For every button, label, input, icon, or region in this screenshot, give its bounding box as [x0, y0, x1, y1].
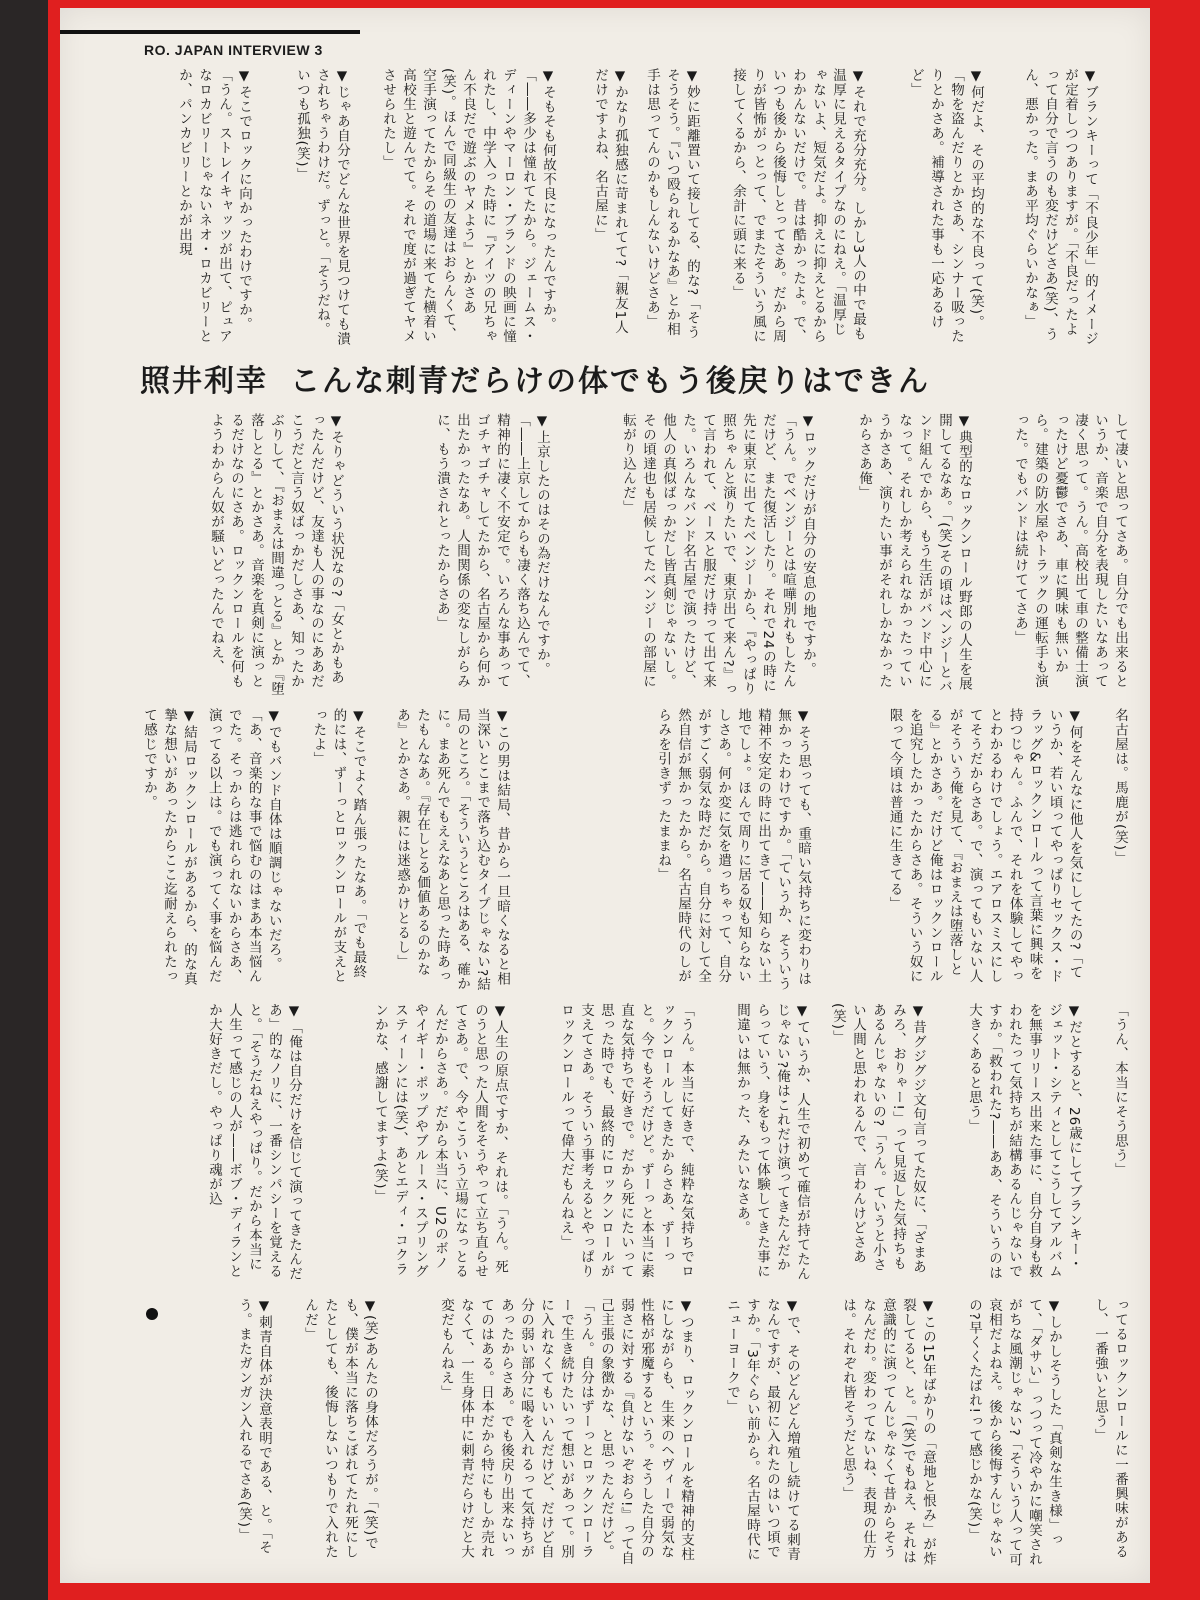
- text-column: 「うん、本当にそう思う」: [1112, 1003, 1128, 1177]
- text-column: ▼そこでロックに向かったわけですか。「うん。ストレイキャッツが出て、ピュアなロカビリーじゃないネオ・ロカビリーとか、パンカビリーとかが出現: [176, 68, 252, 344]
- text-column: ▼(笑)あんたの身体だろうが。「(笑)でも、僕が本当に落ちこぼれてたれ死にしたとしても、後悔しないつもりで入れたんだ」: [302, 1298, 378, 1559]
- text-column: ▼人生の原点ですか、それは。「うん。死のうと思った人間をそうやって立ち直らせてさあ。で、今やこういう立場になっとるんだからさあ。だから本当に、U2のボノやイギー・ポップやブルース・スプリングスティーンには(笑)、あとエディ・コクランかな、感謝してますよ(笑)」: [372, 1003, 508, 1279]
- text-tier-5: [140, 1298, 1130, 1568]
- text-column: ▼この男は結局、昔から一旦暗くなると相当深いとこまで落ち込むタイプじゃない?結局のところ。「そういうところはある、確かに。まあ死んでもええなあと思った時あったもんなあ。『存在しとる価値あるのかなあ』とかさあ。親には迷惑かけとるし」: [394, 708, 511, 992]
- text-column: ▼それで充分充分。しかし3人の中で最も温厚に見えるタイプなのにねえ。「温厚じゃないよ、短気だよ。抑えに抑えとるからわかんないだけで。昔は酷かったよ。で、いつも後から後悔しとってさあ。だから周りが皆怖がっとって、でまたそういう風に接してくるから、余計に頭に来る」: [730, 68, 866, 344]
- text-column: 「うん。本当に好きで、純粋な気持ちでロックンロールしてきたからさあ、ずーっと。今でもそうだけど。ずーっと本当に素直な気持ちで好きで。だから死にたいって思った時でも、最終的にロックンロールが支えてさあ。そういう事考えるとやっぱりロックンロールって偉大だもんねえ」: [558, 1003, 694, 1279]
- text-column: ▼昔グジグジ文句言ってた奴に、「ざまあみろ、おりゃー!」って見返した気持ちもあるんじゃないの?「うん。ていうと小さい人間と思われるんで、言わんけどさあ(笑)」: [830, 1003, 926, 1275]
- text-tier-4: [140, 1003, 1130, 1283]
- text-column: ▼「俺は自分だけを信じて演ってきたんだあ」的なノリに、一番シンパシーを覚えると。「そうだねえやっぱり。だから本当に人生って感じの人が――ボブ・ディランとか大好きだし。やっぱり魂が込: [206, 1003, 302, 1281]
- interview-headline: [140, 356, 1130, 399]
- text-column: ▼そう思っても、重暗い気持ちに変わりは無かったわけですか。「ていうか、そういう精神不安定の時に出てきて――知らない土地でしょ。ほんで周りに居る奴も知らないしさあ。何か変に気を遣っちゃって、自分がすごく弱気な時だから。自分に対して全然自信が無かったから。名古屋時代のしがらみを引きずったままね」: [655, 708, 812, 992]
- text-tier-3: [140, 708, 1130, 993]
- text-column: ▼で、そのどんどん増殖し続けてる刺青なんですが、最初に入れたのはいつ頃ですか。「3年ぐらい前から。名古屋時代にニューヨークで」: [724, 1298, 800, 1562]
- text-column: ▼何をそんなに他人を気にしてたの?「ていうか、若い頃ってやっぱりセックス・ドラッグ&ロックンロールって言葉に興味を持つじゃん。ふんで、それを体験してやっとわかるわけでしょう。エアロスミスにしてそうだからさあ。で、演ってもいない人がそういう俺を見て、『おまえは堕落しとる』とかさあ。だけど俺はロックンロールを追究したかったからさあ。そういう奴に限って今頃は普通に生きてる」: [886, 708, 1083, 984]
- text-column: ▼上京したのはその為だけなんですか。「――上京してからも凄く落ち込んでて、精神的に凄く不安定で。いろんな事あってゴチャゴチャしてたから、名古屋から何か出たかったなあ。人間関係の変なしがらみに、もう潰されとったからさあ」: [434, 413, 550, 689]
- magazine-page: [60, 8, 1150, 1583]
- text-column: 名古屋は。馬鹿が(笑)」: [1112, 708, 1128, 866]
- text-column: ▼何だよ、その平均的な不良って(笑)。「物を盗んだりとかさあ、シンナー吸ったりとかさあ。補導された事も一応あるけど」: [908, 68, 984, 344]
- text-tier-2: [140, 413, 1130, 698]
- text-column: ▼かなり孤独感に苛まれてて?「親友1人だけですよね、名古屋に」: [592, 68, 628, 335]
- text-column: ▼この15年ばかりの「意地と恨み」が炸裂してると、と。「(笑)でもねえ、それは意識的に演ってんじゃなくて昔からそうなんだわ。変わってないね、表現の仕方は。それぞれ皆そうだと思う」: [840, 1298, 936, 1567]
- headline-quote: こんな刺青だらけの体でもう後戻りはできん: [290, 364, 930, 399]
- headline-name: 照井利幸: [140, 364, 268, 399]
- top-text-block: [140, 68, 1100, 348]
- text-column: ▼でもバンド自体は順調じゃないだろ。「あ、音楽的な事で悩むのはまあ本当悩んでた。そっからは逃れられないからさあ、演ってる以上は。でも演ってく事を悩んだ: [205, 708, 282, 984]
- text-column: ▼だとすると、26歳にしてブランキー・ジェット・シティとしてこうしてアルバムを無事リリース出来た事に、自分自身も救われたって気持ちが結構あるんじゃないですか。「救われた?――ああ、そういうのは大きくあると思う」: [966, 1003, 1082, 1280]
- text-column: ▼ていうか、人生で初めて確信が持てたんじゃない?俺はこれだけ演ってきたんだからっていう、身をもって体験してきた事に間違いは無かった、みたいなさあ。: [734, 1003, 810, 1281]
- header-rule: [60, 30, 360, 34]
- text-column: ▼妙に距離置いて接してる、的な?「そうそうそう。『いつ殴られるかなあ』とか相手は思ってんのかもしんないけどさあ」: [644, 68, 700, 340]
- header-title: RO. JAPAN INTERVIEW 3: [144, 42, 323, 58]
- text-column: ▼そこでよく踏ん張ったなあ。「でも最終的には、ずーっとロックンロールが支えとったよ」: [310, 708, 367, 984]
- text-column: ▼結局ロックンロールがあるから、的な真摯な想いがあったからここ迄耐えられたって感じですか。: [141, 708, 197, 986]
- end-bullet-icon: [146, 1308, 158, 1320]
- text-column: して凄いと思ってさあ。自分でも出来るというか、音楽で自分を表現したいなあって凄く思って。うん。高校出て車の整備士演ったけど憂鬱でさあ、車に興味も無いから。建築の防水屋やトラックの運転手も演った。でもバンドは続けててさあ」: [1012, 413, 1128, 689]
- text-column: ってるロックンロールに一番興味があるし、一番強いと思う」: [1092, 1298, 1128, 1559]
- text-column: ▼ブランキーって「不良少年」的イメージが定着しつつありますが。「不良だったよって自分で言うのも変だけどさあ(笑)、うん、悪かった。まあ平均ぐらいかなぁ」: [1022, 68, 1098, 346]
- text-column: ▼つまり、ロックンロールを精神的支柱にしながらも、生来のヘヴィーで弱気な性格が邪魔するという。そうした自分の弱さに対する『負けないぞおら!』って自己主張の象徴かな、と思ったんだけど。「うん。自分はずーっとロックンローラーで生き続けたいって想いがあって。別に入れなくてもいいんだけど、だけど自分の弱い部分に喝を入れるって気持ちがあったからさあ。でも後戻り出来ないってのはある。日本だから特にもしか売れなくて、一生身体中に刺青だらけだと大変だもんねえ」: [438, 1298, 694, 1566]
- text-column: ▼刺青自体が決意表明である、と。「そう。またガンガン入れるでさあ(笑)」: [236, 1298, 272, 1555]
- text-column: ▼じゃあ自分でどんな世界を見つけても潰されちゃうわけだ。ずっと。「そうだね。いつも孤独(笑)」: [294, 68, 350, 346]
- text-column: ▼そもそも何故不良になったんですか。「――多少は憧れてたから。ジェームス・ディーンやマーロン・ブランドの映画に憧れたし、中学入った時に『アイツの兄ちゃん不良だで遊ぶのヤメよう』とかさあ(笑)。ほんで同級生の友達はおらんくて、空手演ってたからその道場に来てた横着い高校生と遊んでて。それで度が過ぎてヤメさせられたし」: [380, 68, 556, 344]
- text-column: ▼ロックだけが自分の安息の地ですか。「うん。でベンジーとは喧嘩別れもしたんだけど、また復活したり。それで24の時に先に東京に出てたベンジーから、『やっぱり照ちゃんと演りたいで、東京出て来ん?』って言われて、ベースと服だけ持って出て来た。いろんなバンド名古屋で演ったけど、他人の真似ばっかだし皆真剣じゃないし。その頃達也も居候してたベンジーの部屋に転がり込んだ」: [620, 413, 816, 697]
- text-column: ▼そりゃどういう状況なの?「女とかもあったんだけど、友達も人の事なのにああだこうだと言う奴ばっかだしさあ、知ったかぶりして、『おまえは間違っとる』とか『堕落しとる』とかさあ。音楽を真剣に演っとるだけなのにさあ。ロックンロールを何もようわからん奴が騒いどったんでねえ、: [208, 413, 344, 697]
- text-column: ▼典型的なロックンロール野郎の人生を展開してるなあ。「(笑)その頃はベンジーとバンド組んでから、もう生活がバンド中心になって。それしか考えられなかったっていうかさあ、演りたい事がそれしかなかったからさあ俺」: [856, 413, 972, 695]
- text-column: ▼しかしそうした「真剣な生き様」って、「ダサい」っつって冷やかに嘲笑されがちな風潮じゃない?「そういう人って可哀相だよねえ。後から後悔すんじゃないの?早くくたばれ!って感じかな(笑)」: [966, 1298, 1062, 1568]
